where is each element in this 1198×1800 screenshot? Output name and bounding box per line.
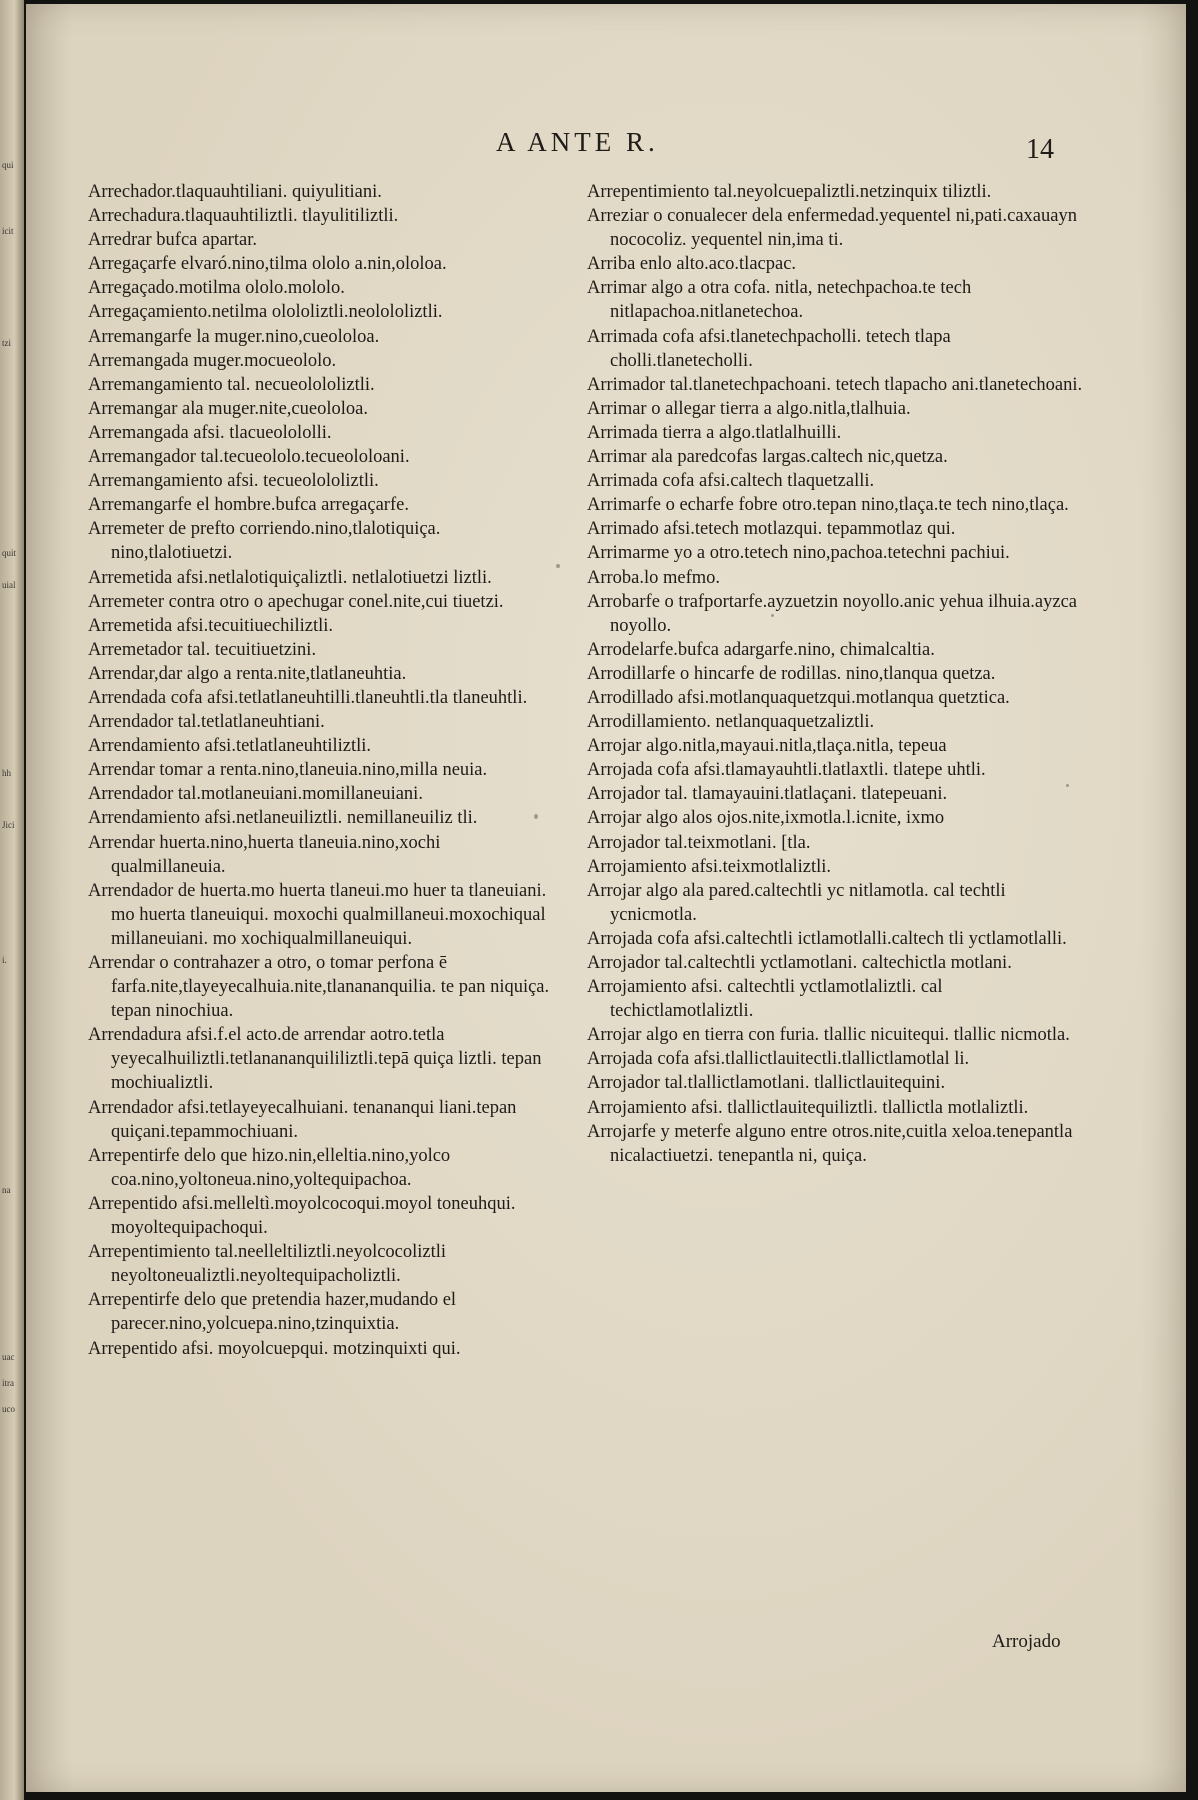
dictionary-entry: Arrendar,dar algo a renta.nite,tlatlaneuhtia. — [88, 663, 407, 684]
dictionary-entry: Arrojador tal.tlallictlamotlani. tlallictlauitequini. — [587, 1073, 946, 1094]
dictionary-entry: Arrendar huerta.nino,huerta tlaneuia.nino,xochi qualmillaneuia. — [88, 832, 441, 877]
dictionary-entry: Arrimada tierra a algo.tlatlalhuilli. — [587, 422, 842, 443]
dictionary-entry: Arrodillarfe o hincarfe de rodillas. nino,tlanqua quetza. — [587, 663, 996, 684]
dictionary-entry: Arregaçamiento.netilma olololiztli.neolololiztli. — [88, 302, 443, 323]
dictionary-entry: Arrojarfe y meterfe alguno entre otros.nite,cuitla xeloa.tenepantla nicalactiuetzi. tenepantla ni, quiça. — [587, 1121, 1073, 1166]
dictionary-entry: Arremangar ala muger.nite,cueololoa. — [88, 398, 368, 419]
dictionary-entry: Arremeter contra otro o apechugar conel.nite,cui tiuetzi. — [88, 591, 504, 612]
ink-speck — [1066, 784, 1069, 787]
dictionary-entry: Arrendada cofa afsi.tetlatlaneuhtilli.tlaneuhtli.tla tlaneuhtli. — [88, 687, 528, 708]
dictionary-entry: Arremangarfe el hombre.bufca arregaçarfe. — [88, 495, 409, 516]
dictionary-entry: Arrechador.tlaquauhtiliani. quiyulitiani. — [88, 182, 382, 202]
dictionary-entry: Arrendador tal.motlaneuiani.momillaneuiani. — [88, 784, 423, 805]
dictionary-entry: Arrepentimiento tal.neelleltiliztli.neyolcocoliztli neyoltoneualiztli.neyoltequipacholiztli. — [88, 1242, 447, 1287]
dictionary-entry: Arrepentido afsi. moyolcuepqui. motzinquixti qui. — [88, 1338, 461, 1359]
facing-text-fragment: uac — [2, 1352, 15, 1362]
dictionary-entry: Arrendador afsi.tetlayeyecalhuiani. tenananqui liani.tepan quiçani.tepammochiuani. — [88, 1097, 517, 1142]
dictionary-entry: Arrendar o contrahazer a otro, o tomar perfona ē farfa.nite,tlayeyecalhuia.nite,tlanananquilia. te pan niquiça. tepan ninochiua. — [88, 953, 550, 1022]
book-page — [26, 4, 1186, 1792]
dictionary-entry: Arrojar algo alos ojos.nite,ixmotla.l.icnite, ixmo — [587, 808, 945, 829]
facing-page-edge — [0, 0, 24, 1800]
ink-speck — [771, 614, 774, 617]
dictionary-entry: Arrojar algo en tierra con furia. tlallic nicuitequi. tlallic nicmotla. — [587, 1025, 1070, 1046]
dictionary-entry: Arrendador tal.tetlatlaneuhtiani. — [88, 712, 325, 733]
dictionary-entry: Arrojamiento afsi. tlallictlauitequiliztli. tlallictla motlaliztli. — [587, 1097, 1029, 1118]
facing-text-fragment: icit — [2, 226, 14, 236]
dictionary-entry: Arrimarfe o echarfe fobre otro.tepan nino,tlaça.te tech nino,tlaça. — [587, 495, 1069, 516]
dictionary-entry: Arremeter de prefto corriendo.nino,tlalotiquiça. nino,tlalotiuetzi. — [88, 519, 441, 564]
dictionary-entry: Arriba enlo alto.aco.tlacpac. — [587, 254, 797, 275]
dictionary-entry: Arrimada cofa afsi.caltech tlaquetzalli. — [587, 471, 875, 492]
dictionary-entry: Arrodillado afsi.motlanquaquetzqui.motlanqua quetztica. — [587, 687, 1010, 708]
dictionary-entry: Arregaçarfe elvaró.nino,tilma ololo a.nin,ololoa. — [88, 254, 447, 275]
ink-speck — [556, 564, 560, 568]
dictionary-entry: Arrendamiento afsi.tetlatlaneuhtiliztli. — [88, 736, 372, 757]
dictionary-entry: Arrendamiento afsi.netlaneuiliztli. nemillaneuiliz tli. — [88, 808, 478, 829]
dictionary-entry: Arrojada cofa afsi.tlamayauhtli.tlatlaxtli. tlatepe uhtli. — [587, 760, 986, 781]
facing-text-fragment: tzi — [2, 338, 11, 348]
facing-text-fragment: hh — [2, 768, 11, 778]
facing-text-fragment: quit — [2, 548, 17, 558]
dictionary-entry: Arrendador de huerta.mo huerta tlaneui.mo huer ta tlaneuiani. mo huerta tlaneuiqui. moxochi qualmillaneui.moxochiqual millaneuiani. mo xochiqualmillaneuiqui. — [88, 880, 547, 949]
dictionary-entry: Arrobarfe o trafportarfe.ayzuetzin noyollo.anic yehua ilhuia.ayzca noyollo. — [587, 591, 1078, 636]
facing-text-fragment: Jici — [2, 820, 15, 830]
dictionary-entry: Arregaçado.motilma ololo.mololo. — [88, 278, 345, 299]
dictionary-entry: Arrendadura afsi.f.el acto.de arrendar aotro.tetla yeyecalhuiliztli.tetlanananquililiztli.tepā quiça liztli. tepan mochiualiztli. — [88, 1025, 542, 1094]
dictionary-entry: Arrepentido afsi.melleltì.moyolcocoqui.moyol toneuhqui. moyoltequipachoqui. — [88, 1193, 516, 1239]
dictionary-entry: Arremangamiento afsi. tecueolololiztli. — [88, 471, 379, 492]
dictionary-entry: Arroba.lo mefmo. — [587, 567, 721, 588]
facing-text-fragment: na — [2, 1185, 11, 1195]
facing-text-fragment: i. — [2, 955, 7, 965]
dictionary-entry: Arrodelarfe.bufca adargarfe.nino, chimalcaltia. — [587, 639, 935, 660]
dictionary-entry: Arrojada cofa afsi.caltechtli ictlamotlalli.caltech tli yctlamotlalli. — [587, 928, 1067, 949]
dictionary-entry: Arrepentirfe delo que hizo.nin,elleltia.nino,yolco coa.nino,yoltoneua.nino,yoltequipachoa. — [88, 1145, 451, 1190]
running-head: A ANTE R. — [496, 127, 659, 157]
dictionary-entry: Arrimarme yo a otro.tetech nino,pachoa.tetechni pachiui. — [587, 543, 1010, 564]
facing-text-fragment: uial — [2, 580, 16, 590]
dictionary-entry: Arremetida afsi.netlalotiquiçaliztli. netlalotiuetzi liztli. — [88, 567, 492, 588]
dictionary-entry: Arredrar bufca apartar. — [88, 230, 257, 251]
dictionary-entry: Arremangada afsi. tlacueolololli. — [88, 422, 332, 443]
dictionary-entry: Arrojador tal.teixmotlani. [tla. — [587, 832, 811, 853]
left-column — [88, 180, 558, 1361]
dictionary-entry: Arrojamiento afsi.teixmotlaliztli. — [587, 856, 832, 877]
dictionary-entry: Arrojador tal.caltechtli yctlamotlani. caltechictla motlani. — [587, 953, 1012, 973]
dictionary-entry: Arremangarfe la muger.nino,cueololoa. — [88, 326, 380, 347]
dictionary-entry: Arremetador tal. tecuitiuetzini. — [88, 639, 317, 660]
dictionary-entry: Arrendar tomar a renta.nino,tlaneuia.nino,milla neuia. — [88, 760, 488, 781]
dictionary-entry: Arrojada cofa afsi.tlallictlauitectli.tlallictlamotlal li. — [587, 1049, 970, 1070]
dictionary-entry: Arremangador tal.tecueololo.tecueololoani. — [88, 447, 410, 468]
ink-speck — [534, 814, 538, 819]
dictionary-entry: Arrepentirfe delo que pretendia hazer,mudando el parecer.nino,yolcuepa.nino,tzinquixtia. — [88, 1290, 457, 1335]
dictionary-entry: Arrimador tal.tlanetechpachoani. tetech tlapacho ani.tlanetechoani. — [587, 374, 1083, 395]
catchword: Arrojado — [992, 1631, 1061, 1652]
dictionary-entry: Arrojamiento afsi. caltechtli yctlamotlaliztli. cal techictlamotlaliztli. — [587, 977, 943, 1022]
dictionary-entry: Arreziar o conualecer dela enfermedad.yequentel ni,pati.caxauayn nococoliz. yequentel nin,ima ti. — [587, 206, 1077, 251]
facing-text-fragment: uco — [2, 1404, 15, 1414]
dictionary-entry: Arrepentimiento tal.neyolcuepaliztli.netzinquix tiliztli. — [587, 182, 992, 202]
dictionary-entry: Arremetida afsi.tecuitiuechiliztli. — [88, 615, 334, 636]
dictionary-entry: Arrojar algo ala pared.caltechtli yc nitlamotla. cal techtli ycnicmotla. — [587, 880, 1006, 925]
dictionary-entry: Arrimado afsi.tetech motlazqui. tepammotlaz qui. — [587, 519, 956, 540]
right-column — [587, 180, 1087, 1168]
dictionary-entry: Arrodillamiento. netlanquaquetzaliztli. — [587, 712, 875, 733]
dictionary-entry: Arremangamiento tal. necueolololiztli. — [88, 374, 375, 395]
dictionary-entry: Arrimada cofa afsi.tlanetechpacholli. tetech tlapa cholli.tlanetecholli. — [587, 326, 951, 371]
dictionary-entry: Arrimar o allegar tierra a algo.nitla,tlalhuia. — [587, 398, 911, 419]
dictionary-entry: Arremangada muger.mocueololo. — [88, 350, 337, 371]
facing-text-fragment: qui — [2, 160, 14, 170]
dictionary-entry: Arrojador tal. tlamayauini.tlatlaçani. tlatepeuani. — [587, 784, 948, 805]
dictionary-entry: Arrimar ala paredcofas largas.caltech nic,quetza. — [587, 447, 948, 468]
dictionary-entry: Arrechadura.tlaquauhtiliztli. tlayulitiliztli. — [88, 206, 399, 227]
dictionary-entry: Arrimar algo a otra cofa. nitla, netechpachoa.te tech nitlapachoa.nitlanetechoa. — [587, 278, 972, 323]
page-number: 14 — [1026, 134, 1054, 165]
dictionary-entry: Arrojar algo.nitla,mayaui.nitla,tlaça.nitla, tepeua — [587, 736, 947, 757]
facing-text-fragment: itra — [2, 1378, 14, 1388]
